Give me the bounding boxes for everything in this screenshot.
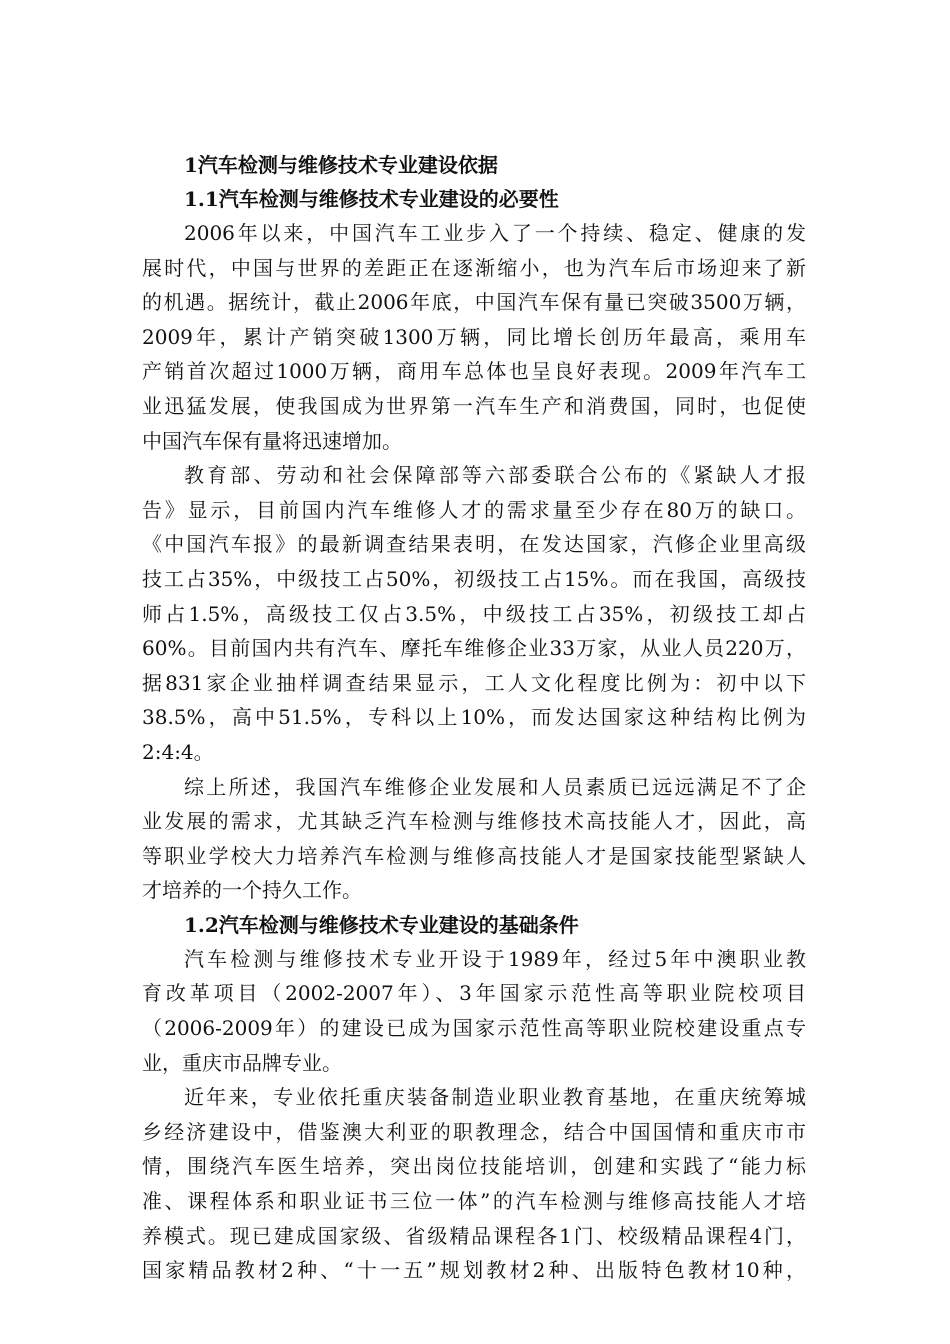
paragraph-line: 情，围绕汽车医生培养，突出岗位技能培训，创建和实践了“能力标 [142, 1154, 806, 1179]
paragraph-line: 的机遇。据统计，截止2006年底，中国汽车保有量已突破3500万辆， [142, 290, 806, 315]
paragraph-talent-shortage [142, 458, 806, 769]
paragraph-line: 准、课程体系和职业证书三位一体”的汽车检测与维修高技能人才培 [142, 1189, 806, 1214]
paragraph-line: 教育部、劳动和社会保障部等六部委联合公布的《紧缺人才报 [184, 463, 806, 488]
section-heading-1-2: 1.2汽车检测与维修技术专业建设的基础条件 [184, 912, 579, 937]
paragraph-line: 告》显示，目前国内汽车维修人才的需求量至少存在80万的缺口。 [142, 497, 806, 522]
paragraph-line: 中国汽车保有量将迅速增加。 [142, 428, 402, 453]
paragraph-line: 据831家企业抽样调查结果显示，工人文化程度比例为：初中以下 [142, 670, 806, 695]
section-heading-1: 1汽车检测与维修技术专业建设依据 [184, 153, 498, 177]
paragraph-line: 业发展的需求，尤其缺乏汽车检测与维修技术高技能人才，因此，高 [142, 809, 806, 834]
paragraph-line: 《中国汽车报》的最新调查结果表明，在发达国家，汽修企业里高级 [142, 532, 806, 557]
paragraph-line: 养模式。现已建成国家级、省级精品课程各1门、校级精品课程4门， [142, 1223, 806, 1248]
paragraph-line: 展时代，中国与世界的差距正在逐渐缩小，也为汽车后市场迎来了新 [142, 255, 806, 280]
paragraph-line: 等职业学校大力培养汽车检测与维修高技能人才是国家技能型紧缺人 [142, 843, 806, 868]
paragraph-line: 育改革项目（2002-2007年）、3年国家示范性高等职业院校项目 [142, 981, 806, 1006]
paragraph-line: 2009年，累计产销突破1300万辆，同比增长创历年最高，乘用车 [142, 324, 806, 349]
paragraph-line: 业迅猛发展，使我国成为世界第一汽车生产和消费国，同时，也促使 [142, 393, 806, 418]
paragraph-line: 师占1.5%，高级技工仅占3.5%，中级技工占35%，初级技工却占 [142, 601, 806, 626]
paragraph-line: 综上所述，我国汽车维修企业发展和人员素质已远远满足不了企 [184, 774, 806, 799]
paragraph-program-history [142, 942, 806, 1080]
paragraph-line: 业，重庆市品牌专业。 [142, 1050, 342, 1075]
paragraph-line: （2006-2009年）的建设已成为国家示范性高等职业院校建设重点专 [142, 1016, 806, 1041]
paragraph-line: 才培养的一个持久工作。 [142, 878, 362, 903]
paragraph-summary [142, 770, 806, 908]
paragraph-line: 60%。目前国内共有汽车、摩托车维修企业33万家，从业人员220万， [142, 636, 806, 661]
paragraph-line: 汽车检测与维修技术专业开设于1989年，经过5年中澳职业教 [184, 946, 806, 971]
paragraph-line: 2:4:4。 [142, 739, 214, 764]
paragraph-line: 乡经济建设中，借鉴澳大利亚的职教理念，结合中国国情和重庆市市 [142, 1119, 806, 1144]
paragraph-line: 技工占35%，中级技工占50%，初级技工占15%。而在我国，高级技 [142, 566, 806, 591]
paragraph-line: 近年来，专业依托重庆装备制造业职业教育基地，在重庆统筹城 [184, 1085, 806, 1110]
paragraph-line: 产销首次超过1000万辆，商用车总体也呈良好表现。2009年汽车工 [142, 359, 806, 384]
paragraph-line: 2006年以来，中国汽车工业步入了一个持续、稳定、健康的发 [184, 221, 806, 245]
paragraph-development-background [142, 216, 806, 458]
document-body [142, 146, 806, 1288]
paragraph-line: 国家精品教材2种、“十一五”规划教材2种、出版特色教材10种， [142, 1258, 806, 1283]
paragraph-line: 38.5%，高中51.5%，专科以上10%，而发达国家这种结构比例为 [142, 705, 806, 730]
paragraph-recent-achievements [142, 1080, 806, 1288]
section-heading-1-1: 1.1汽车检测与维修技术专业建设的必要性 [184, 187, 559, 211]
